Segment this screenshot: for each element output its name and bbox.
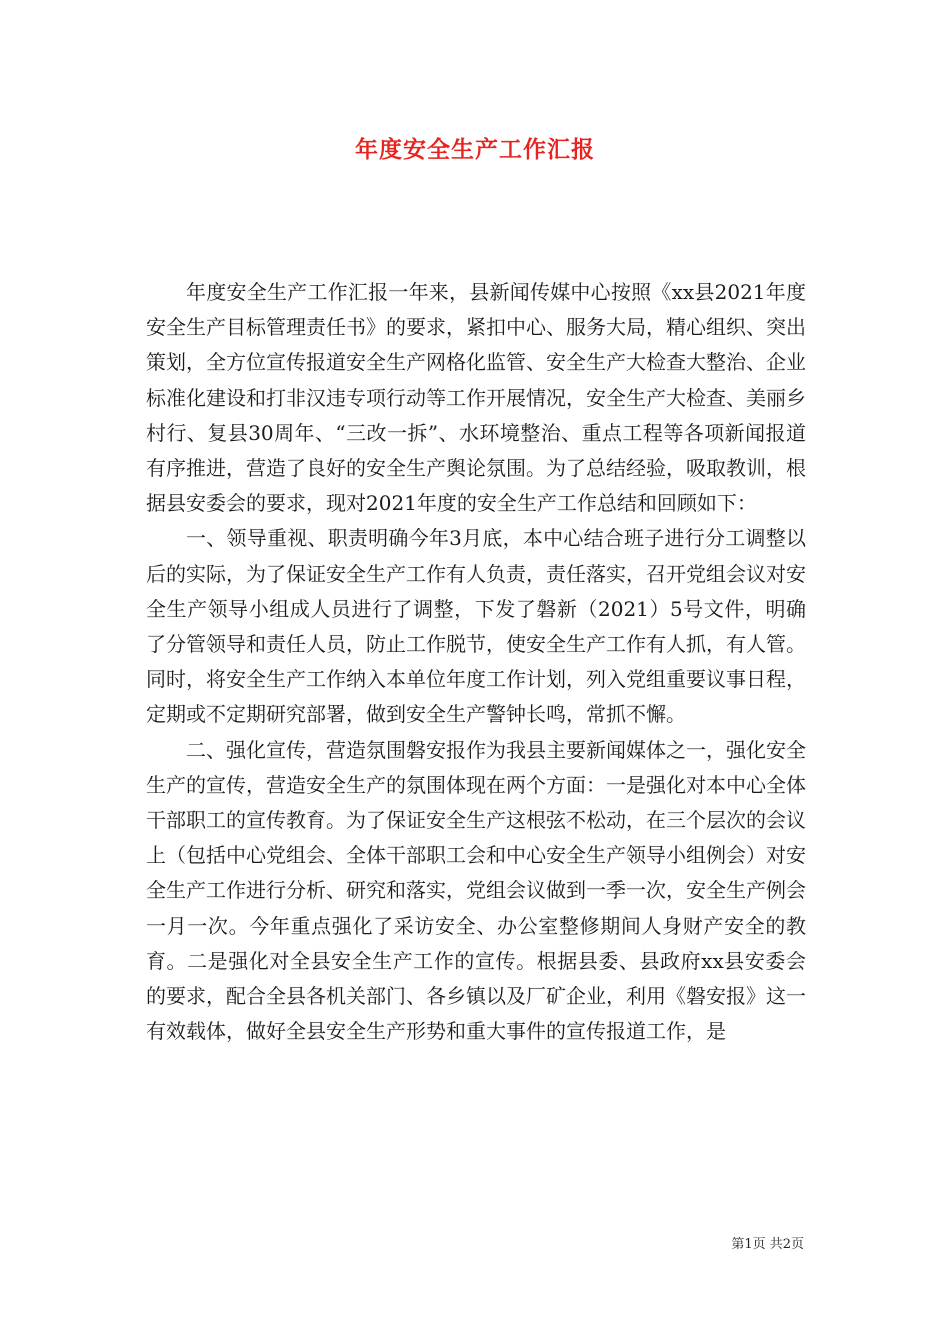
document-body [146, 275, 806, 1049]
document-title: 年度安全生产工作汇报 [355, 136, 595, 163]
paragraph-section-1: 一、领导重视、职责明确今年3月底，本中心结合班子进行分工调整以后的实际，为了保证安全生产工作有人负责，责任落实，召开党组会议对安全生产领导小组成人员进行了调整，下发了磐新（2021）5号文件，明确了分管领导和责任人员，防止工作脱节，使安全生产工作有人抓，有人管。同时，将安全生产工作纳入本单位年度工作计划，列入党组重要议事日程，定期或不定期研究部署，做到安全生产警钟长鸣，常抓不懈。 [146, 526, 806, 727]
paragraph-section-2: 二、强化宣传，营造氛围磐安报作为我县主要新闻媒体之一，强化安全生产的宣传，营造安全生产的氛围体现在两个方面：一是强化对本中心全体干部职工的宣传教育。为了保证安全生产这根弦不松动，在三个层次的会议上（包括中心党组会、全体干部职工会和中心安全生产领导小组例会）对安全生产工作进行分析、研究和落实，党组会议做到一季一次，安全生产例会一月一次。今年重点强化了采访安全、办公室整修期间人身财产安全的教育。二是强化对全县安全生产工作的宣传。根据县委、县政府xx县安委会的要求，配合全县各机关部门、各乡镇以及厂矿企业，利用《磐安报》这一有效载体，做好全县安全生产形势和重大事件的宣传报道工作，是 [146, 737, 806, 1044]
page-number-indicator: 第1页 共2页 [731, 1237, 804, 1252]
paragraph-intro: 年度安全生产工作汇报一年来，县新闻传媒中心按照《xx县2021年度安全生产目标管理责任书》的要求，紧扣中心、服务大局，精心组织、突出策划，全方位宣传报道安全生产网格化监管、安全生产大检查大整治、企业标准化建设和打非汉违专项行动等工作开展情况，安全生产大检查、美丽乡村行、复县30周年、“三改一拆”、水环境整治、重点工程等各项新闻报道有序推进，营造了良好的安全生产舆论氛围。为了总结经验，吸取教训，根据县安委会的要求，现对2021年度的安全生产工作总结和回顾如下： [146, 280, 806, 516]
